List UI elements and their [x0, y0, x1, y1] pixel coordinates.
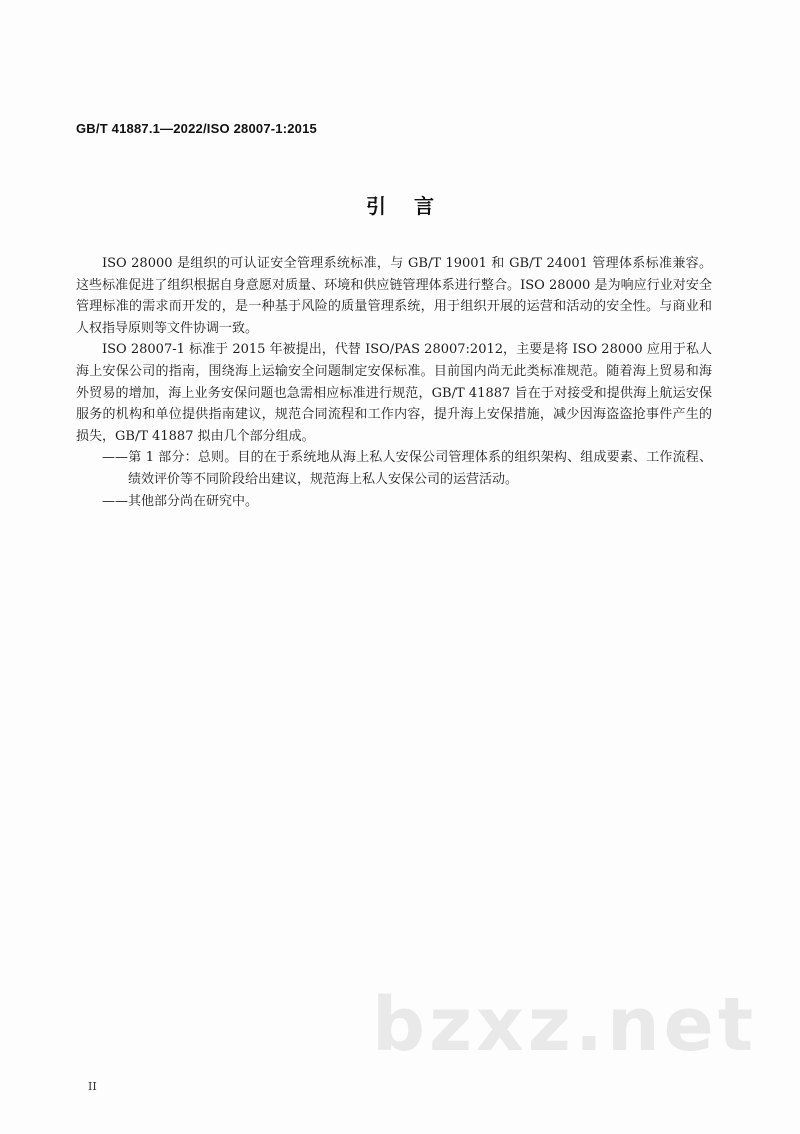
list-item: ——其他部分尚在研究中。: [102, 493, 259, 509]
paragraph: ISO 28007-1 标准于 2015 年被提出，代替 ISO/PAS 28007:2012，主要是将 ISO 28000 应用于私人海上安保公司的指南，围绕海上运输安全问题制定安保标准。目前国内尚无此类标准规范。随着海上贸易和海外贸易的增加，海上业务安保问题也急需相应标准进行规范，GB/T 41887 旨在于对接受和提供海上航运安保服务的机构和单位提供指南建议，规范合同流程和工作内容，提升海上安保措施，减少因海盗盗抢事件产生的损失，GB/T 41887 拟由几个部分组成。: [76, 342, 712, 444]
section-title: 引言: [366, 194, 462, 218]
standard-number-header: GB/T 41887.1—2022/ISO 28007-1:2015: [76, 121, 317, 136]
list-item: ——第 1 部分：总则。目的在于系统地从海上私人安保公司管理体系的组织架构、组成要素、工作流程、绩效评价等不同阶段给出建议，规范海上私人安保公司的运营活动。: [102, 450, 712, 487]
paragraph: ISO 28000 是组织的可认证安全管理系统标准，与 GB/T 19001 和 GB/T 24001 管理体系标准兼容。这些标准促进了组织根据自身意愿对质量、环境和供应链管理体系进行整合。ISO 28000 是为响应行业对安全管理标准的需求而开发的，是一种基于风险的质量管理系统，用于组织开展的运营和活动的安全性。与商业和人权指导原则等文件协调一致。: [76, 256, 712, 336]
watermark: bzxz.net: [372, 982, 758, 1068]
page-number: II: [88, 1080, 97, 1093]
body-text: [76, 253, 712, 512]
